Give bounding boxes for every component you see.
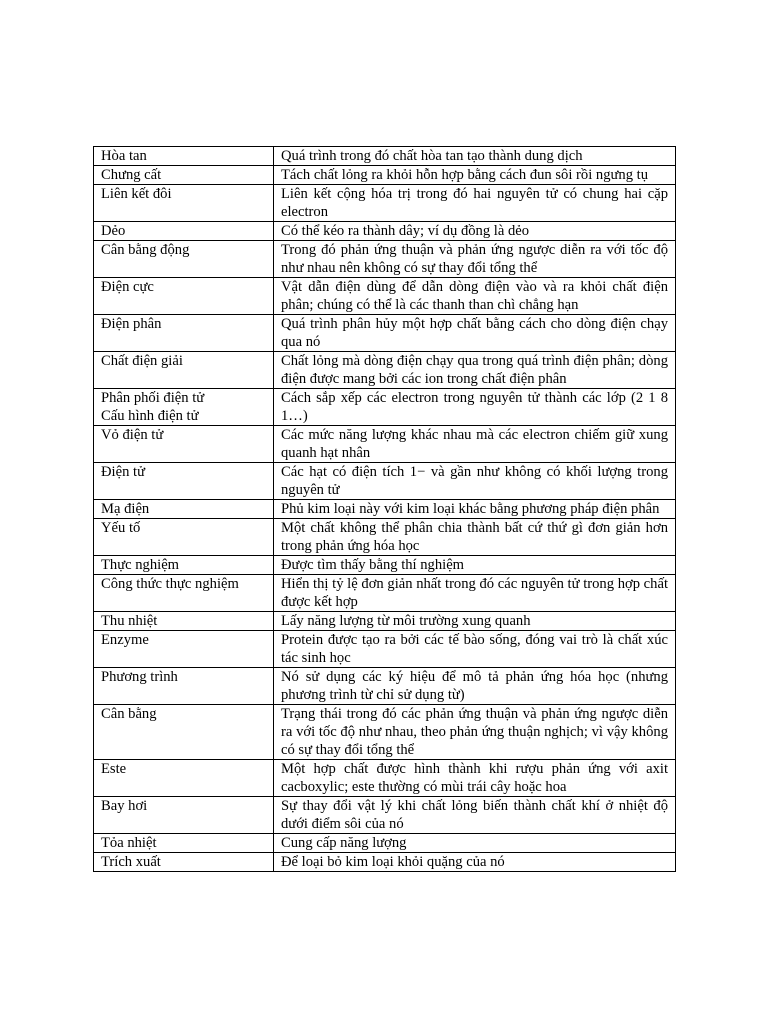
glossary-term: Enzyme — [94, 631, 274, 668]
glossary-definition: Hiển thị tỷ lệ đơn giản nhất trong đó các nguyên tử trong hợp chất được kết hợp — [274, 575, 676, 612]
glossary-row — [94, 519, 676, 556]
glossary-row — [94, 463, 676, 500]
glossary-row — [94, 147, 676, 166]
glossary-definition: Có thể kéo ra thành dây; ví dụ đồng là dẻo — [274, 222, 676, 241]
glossary-row — [94, 389, 676, 426]
glossary-term: Điện tử — [94, 463, 274, 500]
glossary-term: Công thức thực nghiệm — [94, 575, 274, 612]
glossary-term: Dẻo — [94, 222, 274, 241]
glossary-row — [94, 760, 676, 797]
glossary-definition: Được tìm thấy bằng thí nghiệm — [274, 556, 676, 575]
glossary-definition: Quá trình phân hủy một hợp chất bằng cách cho dòng điện chạy qua nó — [274, 315, 676, 352]
glossary-row — [94, 668, 676, 705]
glossary-term: Cân bằng động — [94, 241, 274, 278]
glossary-definition: Chất lỏng mà dòng điện chạy qua trong quá trình điện phân; dòng điện được mang bởi các ion trong chất điện phân — [274, 352, 676, 389]
glossary-definition: Cách sắp xếp các electron trong nguyên tử thành các lớp (2 1 8 1…) — [274, 389, 676, 426]
glossary-definition: Nó sử dụng các ký hiệu để mô tả phản ứng hóa học (nhưng phương trình từ chỉ sử dụng từ) — [274, 668, 676, 705]
glossary-definition: Vật dẫn điện dùng để dẫn dòng điện vào và ra khỏi chất điện phân; chúng có thể là các thanh than chì chẳng hạn — [274, 278, 676, 315]
glossary-definition: Liên kết cộng hóa trị trong đó hai nguyên tử có chung hai cặp electron — [274, 185, 676, 222]
glossary-row — [94, 705, 676, 760]
glossary-term: Este — [94, 760, 274, 797]
glossary-term: Chất điện giải — [94, 352, 274, 389]
glossary-definition: Để loại bỏ kim loại khỏi quặng của nó — [274, 853, 676, 872]
glossary-term: Điện cực — [94, 278, 274, 315]
glossary-term: Vỏ điện tử — [94, 426, 274, 463]
glossary-term: Trích xuất — [94, 853, 274, 872]
glossary-definition: Một chất không thể phân chia thành bất cứ thứ gì đơn giản hơn trong phản ứng hóa học — [274, 519, 676, 556]
glossary-row — [94, 631, 676, 668]
glossary-definition: Lấy năng lượng từ môi trường xung quanh — [274, 612, 676, 631]
glossary-term: Chưng cất — [94, 166, 274, 185]
glossary-definition: Trạng thái trong đó các phản ứng thuận và phản ứng ngược diễn ra với tốc độ như nhau, theo phản ứng thuận nghịch; vì vậy không có sự thay đổi tổng thể — [274, 705, 676, 760]
glossary-definition: Một hợp chất được hình thành khi rượu phản ứng với axit cacboxylic; este thường có mùi trái cây hoặc hoa — [274, 760, 676, 797]
glossary-term: Phương trình — [94, 668, 274, 705]
glossary-definition: Phủ kim loại này với kim loại khác bằng phương pháp điện phân — [274, 500, 676, 519]
glossary-term: Thực nghiệm — [94, 556, 274, 575]
glossary-row — [94, 278, 676, 315]
glossary-definition: Quá trình trong đó chất hòa tan tạo thành dung dịch — [274, 147, 676, 166]
glossary-table — [93, 146, 676, 872]
glossary-row — [94, 426, 676, 463]
glossary-row — [94, 352, 676, 389]
glossary-definition: Các mức năng lượng khác nhau mà các electron chiếm giữ xung quanh hạt nhân — [274, 426, 676, 463]
glossary-term: Thu nhiệt — [94, 612, 274, 631]
glossary-definition: Tách chất lỏng ra khỏi hỗn hợp bằng cách đun sôi rồi ngưng tụ — [274, 166, 676, 185]
glossary-definition: Trong đó phản ứng thuận và phản ứng ngược diễn ra với tốc độ như nhau nên không có sự thay đổi tổng thể — [274, 241, 676, 278]
glossary-row — [94, 166, 676, 185]
glossary-row — [94, 853, 676, 872]
glossary-row — [94, 241, 676, 278]
glossary-row — [94, 185, 676, 222]
glossary-term: Điện phân — [94, 315, 274, 352]
glossary-term: Tỏa nhiệt — [94, 834, 274, 853]
glossary-term: Yếu tố — [94, 519, 274, 556]
glossary-term: Liên kết đôi — [94, 185, 274, 222]
glossary-row — [94, 500, 676, 519]
glossary-term: Bay hơi — [94, 797, 274, 834]
glossary-definition: Các hạt có điện tích 1− và gần như không có khối lượng trong nguyên tử — [274, 463, 676, 500]
glossary-row — [94, 834, 676, 853]
glossary-definition: Cung cấp năng lượng — [274, 834, 676, 853]
glossary-term: Cân bằng — [94, 705, 274, 760]
glossary-row — [94, 556, 676, 575]
glossary-row — [94, 315, 676, 352]
glossary-row — [94, 797, 676, 834]
glossary-term: Hòa tan — [94, 147, 274, 166]
glossary-row — [94, 575, 676, 612]
glossary-row — [94, 222, 676, 241]
glossary-term: Phân phối điện tử Cấu hình điện tử — [94, 389, 274, 426]
glossary-definition: Sự thay đổi vật lý khi chất lỏng biến thành chất khí ở nhiệt độ dưới điểm sôi của nó — [274, 797, 676, 834]
glossary-body — [94, 147, 676, 872]
glossary-definition: Protein được tạo ra bởi các tế bào sống, đóng vai trò là chất xúc tác sinh học — [274, 631, 676, 668]
glossary-row — [94, 612, 676, 631]
glossary-term: Mạ điện — [94, 500, 274, 519]
